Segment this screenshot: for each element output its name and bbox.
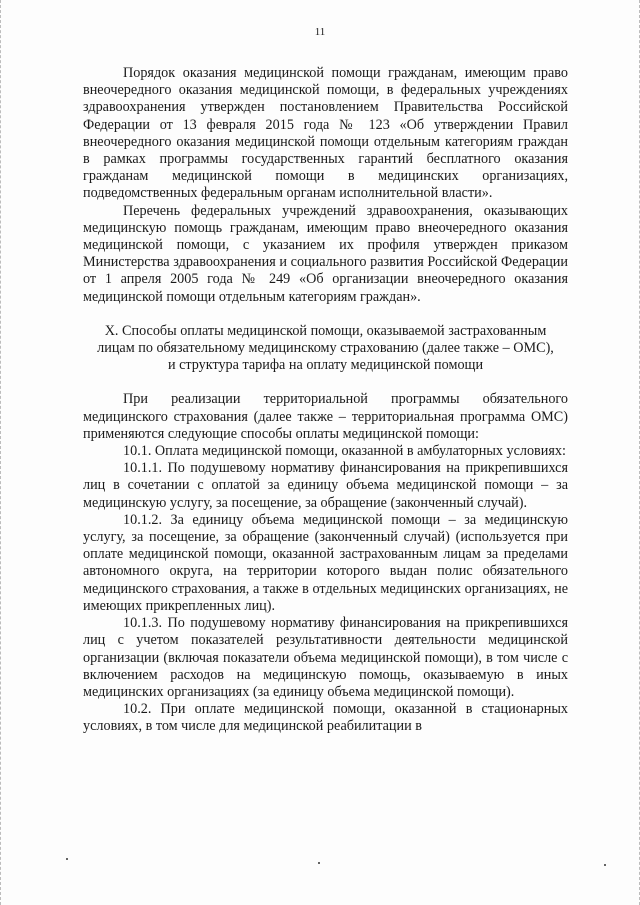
paragraph-payment-intro: При реализации территориальной программы обязательного медицинского страхования (далее также – территориальная программа ОМС) применяются следующие способы оплаты медицинской помощи: bbox=[83, 391, 568, 442]
paragraph-10-2: 10.2. При оплате медицинской помощи, оказанной в стационарных условиях, в том числе для медицинской реабилитации в bbox=[83, 701, 568, 735]
section-heading-line: X. Способы оплаты медицинской помощи, оказываемой застрахованным bbox=[104, 322, 547, 339]
paragraph-procedure: Порядок оказания медицинской помощи гражданам, имеющим право внеочередного оказания медицинской помощи, в федеральных учреждениях здравоохранения утвержден постановлением Правительства Российской Федерации от 13 февраля 2015 года № 123 «Об утверждении Правил внеочередного оказания медицинской помощи отдельным категориям граждан в рамках программы государственных гарантий бесплатного оказания гражданам медицинской помощи в медицинских организациях, подведомственных федеральным органам исполнительной власти». bbox=[83, 65, 568, 202]
paragraph-10-1-1: 10.1.1. По подушевому нормативу финансирования на прикрепившихся лиц в сочетании с оплатой за единицу объема медицинской помощи – за медицинскую услугу, за посещение, за обращение (законченный случай). bbox=[83, 460, 568, 511]
document-body bbox=[83, 65, 568, 736]
scan-speck bbox=[66, 858, 68, 860]
page-number: 11 bbox=[314, 26, 326, 38]
paragraph-federal-list: Перечень федеральных учреждений здравоохранения, оказывающих медицинскую помощь гражданам, имеющим право внеочередного оказания медицинской помощи, с указанием их профиля утвержден приказом Министерства здравоохранения и социального развития Российской Федерации от 1 апреля 2005 года № 249 «Об организации внеочередного оказания медицинской помощи отдельным категориям граждан». bbox=[83, 202, 568, 305]
scan-speck bbox=[604, 864, 606, 866]
scan-edge-left bbox=[0, 0, 4, 905]
section-heading-line: лицам по обязательному медицинскому страхованию (далее также – ОМС), bbox=[97, 340, 554, 357]
section-heading-line: и структура тарифа на оплату медицинской помощи bbox=[167, 357, 484, 374]
scan-edge-right bbox=[636, 0, 640, 905]
paragraph-10-1-3: 10.1.3. По подушевому нормативу финансирования на прикрепившихся лиц с учетом показателей результативности деятельности медицинской организации (включая показатели объема медицинской помощи), в том числе с включением расходов на медицинскую помощь, оказываемую в иных медицинских организациях (за единицу объема медицинской помощи). bbox=[83, 615, 568, 700]
section-heading bbox=[83, 323, 568, 375]
paragraph-10-1-2: 10.1.2. За единицу объема медицинской помощи – за медицинскую услугу, за посещение, за обращение (законченный случай) (используется при оплате медицинской помощи, оказанной застрахованным лицам за пределами автономного округа, на территории которого выдан полис обязательного медицинского страхования, а также в отдельных медицинских организациях, не имеющих прикрепленных лиц). bbox=[83, 511, 568, 614]
paragraph-10-1: 10.1. Оплата медицинской помощи, оказанной в амбулаторных условиях: bbox=[123, 443, 566, 460]
scan-speck bbox=[318, 862, 320, 864]
